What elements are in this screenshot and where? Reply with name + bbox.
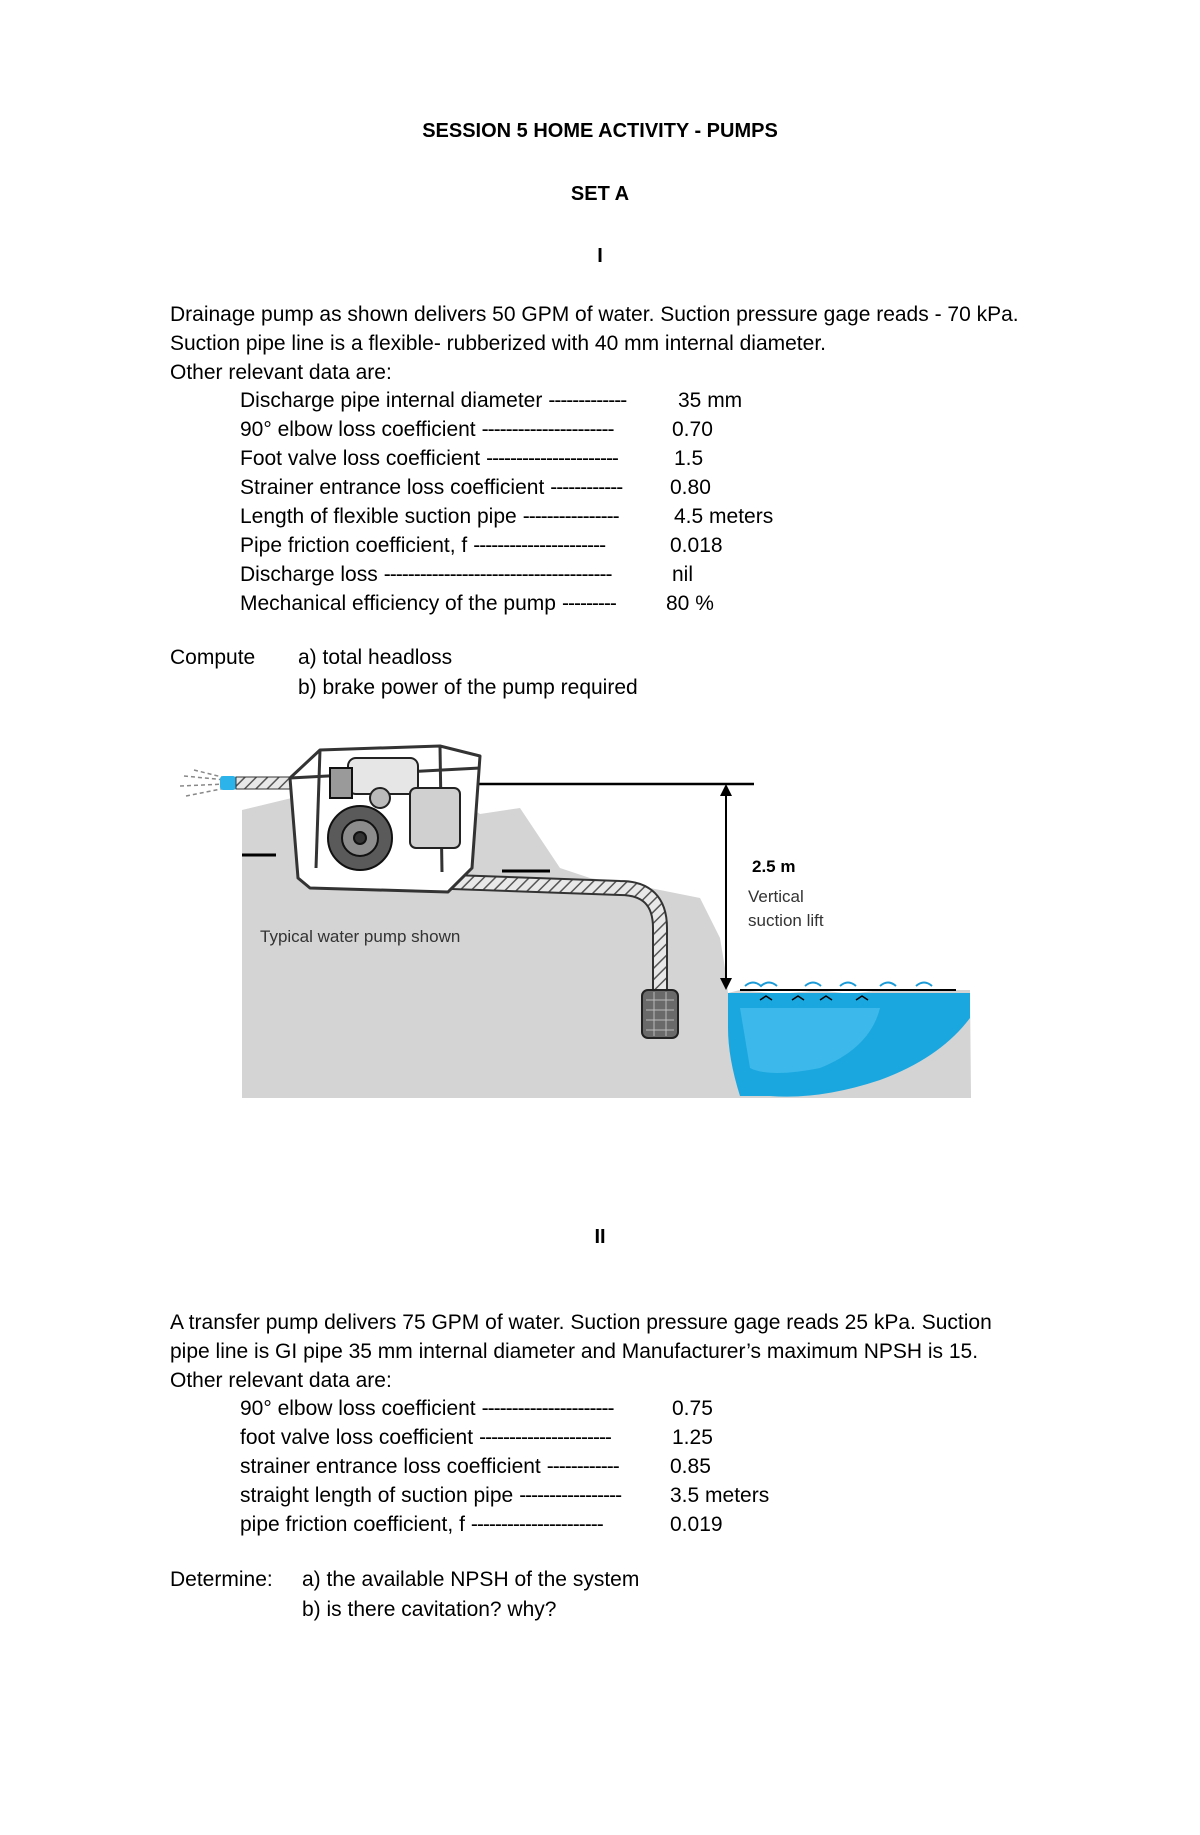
p1-data-dashes: ---------------- bbox=[522, 505, 619, 528]
p2-data-value: 0.85 bbox=[670, 1455, 711, 1478]
p1-data-label: Mechanical efficiency of the pump bbox=[240, 592, 556, 615]
p1-task-b: b) brake power of the pump required bbox=[298, 676, 638, 699]
p1-data-value: nil bbox=[672, 563, 694, 586]
problem-1-numeral: I bbox=[597, 245, 603, 267]
p1-data-value: 4.5 meters bbox=[674, 505, 774, 528]
p2-data-row bbox=[240, 1510, 723, 1539]
p2-data-label: strainer entrance loss coefficient bbox=[240, 1455, 541, 1478]
problem-2-other-data-label: Other relevant data are: bbox=[170, 1369, 392, 1392]
p2-data-label: foot valve loss coefficient bbox=[240, 1426, 474, 1449]
p2-data-value: 0.019 bbox=[670, 1513, 723, 1536]
p2-task-a: a) the available NPSH of the system bbox=[302, 1568, 640, 1591]
lift-value: 2.5 m bbox=[752, 857, 796, 876]
p1-data-dashes: ---------------------- bbox=[473, 534, 606, 557]
p1-data-row bbox=[240, 415, 713, 444]
p1-task-label: Compute bbox=[170, 646, 256, 669]
p2-data-row bbox=[240, 1481, 770, 1510]
p1-data-dashes: ------------ bbox=[550, 476, 623, 499]
problem-1-other-data-label: Other relevant data are: bbox=[170, 361, 392, 384]
p2-data-value: 0.75 bbox=[672, 1397, 713, 1420]
p2-data-label: 90° elbow loss coefficient bbox=[240, 1397, 476, 1420]
p2-data-dashes: ---------------------- bbox=[470, 1513, 603, 1536]
p1-task-a: a) total headloss bbox=[298, 646, 453, 669]
p2-data-label: pipe friction coefficient, f bbox=[240, 1513, 465, 1536]
problem-1-statement bbox=[170, 300, 1070, 387]
lift-label-line-2: suction lift bbox=[748, 911, 824, 930]
p1-data-label: Discharge loss bbox=[240, 563, 378, 586]
problem-2-statement-line-1: A transfer pump delivers 75 GPM of water. Suction pressure gage reads 25 kPa. Suction bbox=[170, 1311, 992, 1334]
p1-data-row bbox=[240, 386, 743, 415]
p1-data-dashes: ---------------------- bbox=[486, 447, 618, 470]
p2-data-dashes: ------------ bbox=[546, 1455, 619, 1478]
problem-1-statement-line-1: Drainage pump as shown delivers 50 GPM of water. Suction pressure gage reads - 70 kPa. bbox=[170, 303, 1019, 326]
p2-task-label: Determine: bbox=[170, 1568, 273, 1591]
p1-data-value: 1.5 bbox=[674, 447, 704, 470]
p1-data-row bbox=[240, 531, 723, 560]
p1-data-value: 0.70 bbox=[672, 418, 713, 441]
document-title: SESSION 5 HOME ACTIVITY - PUMPS bbox=[422, 120, 778, 142]
p1-data-dashes: ---------------------- bbox=[481, 418, 614, 441]
p2-data-value: 1.25 bbox=[672, 1426, 713, 1449]
p1-data-value: 35 mm bbox=[678, 389, 743, 412]
p1-data-row bbox=[240, 589, 714, 618]
p2-data-label: straight length of suction pipe bbox=[240, 1484, 514, 1507]
pump-diagram bbox=[180, 728, 980, 1103]
set-label: SET A bbox=[570, 183, 630, 205]
problem-2-numeral: II bbox=[594, 1226, 606, 1248]
pump-figure bbox=[180, 728, 980, 1103]
p2-data-row bbox=[240, 1423, 713, 1452]
problem-2-statement-line-2: pipe line is GI pipe 35 mm internal diameter and Manufacturer’s maximum NPSH is 15. bbox=[170, 1340, 979, 1363]
p1-data-label: Pipe friction coefficient, f bbox=[240, 534, 468, 557]
p1-data-label: 90° elbow loss coefficient bbox=[240, 418, 476, 441]
p1-data-label: Discharge pipe internal diameter bbox=[240, 389, 543, 412]
problem-2-statement bbox=[170, 1308, 1070, 1395]
p1-data-dashes: --------- bbox=[561, 592, 616, 615]
p1-data-row bbox=[240, 502, 774, 531]
p1-data-row bbox=[240, 560, 694, 589]
p2-task-list bbox=[302, 1565, 639, 1625]
problem-1-statement-line-2: Suction pipe line is a flexible- rubberized with 40 mm internal diameter. bbox=[170, 332, 826, 355]
p1-data-dashes: ------------- bbox=[548, 389, 627, 412]
dimension-arrow-top bbox=[720, 784, 732, 796]
p1-data-value: 80 % bbox=[666, 592, 714, 615]
p1-data-row bbox=[240, 473, 711, 502]
p2-data-row bbox=[240, 1394, 713, 1423]
discharge-spray bbox=[180, 770, 226, 796]
p2-data-row bbox=[240, 1452, 711, 1481]
figure-caption: Typical water pump shown bbox=[260, 927, 461, 946]
p1-data-label: Foot valve loss coefficient bbox=[240, 447, 481, 470]
p1-data-label: Strainer entrance loss coefficient bbox=[240, 476, 545, 499]
discharge-nozzle bbox=[220, 776, 236, 790]
p2-data-dashes: ----------------- bbox=[519, 1484, 622, 1507]
p1-data-row bbox=[240, 444, 704, 473]
p1-data-value: 0.018 bbox=[670, 534, 723, 557]
foot-valve-strainer bbox=[642, 990, 678, 1038]
p2-data-dashes: ---------------------- bbox=[481, 1397, 614, 1420]
p1-task-list bbox=[298, 643, 638, 703]
p1-data-value: 0.80 bbox=[670, 476, 711, 499]
p2-data-dashes: ---------------------- bbox=[479, 1426, 611, 1449]
p1-data-dashes: -------------------------------------- bbox=[383, 563, 612, 586]
water-ripples bbox=[745, 983, 932, 987]
lift-label-line-1: Vertical bbox=[748, 887, 804, 906]
p2-data-value: 3.5 meters bbox=[670, 1484, 770, 1507]
p1-data-label: Length of flexible suction pipe bbox=[240, 505, 517, 528]
p2-task-b: b) is there cavitation? why? bbox=[302, 1598, 557, 1621]
